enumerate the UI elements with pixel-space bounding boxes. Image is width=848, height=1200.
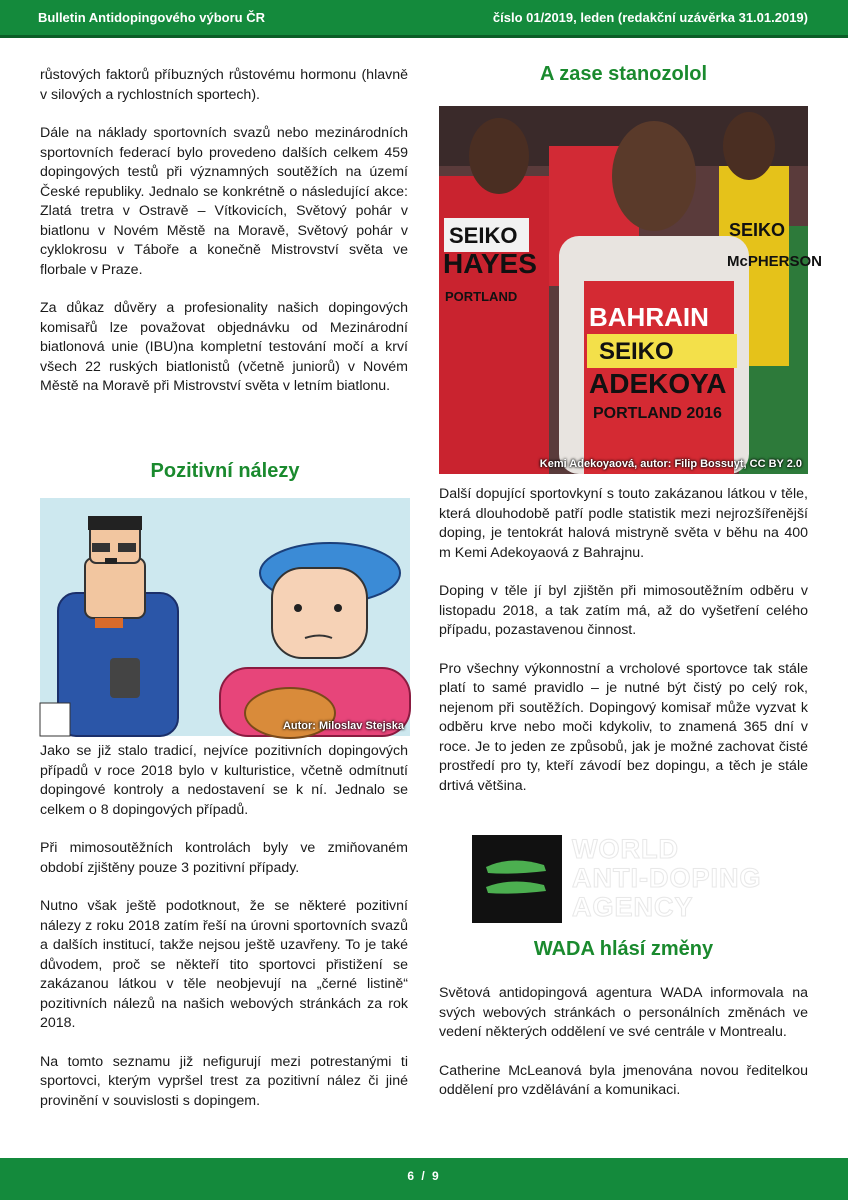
paragraph: Doping v těle jí byl zjištěn při mimosoutěžním odběru v listopadu 2018, a tak zatím má, až do vyšetření celého případu, pozastavenou činnost. (439, 583, 808, 638)
heading-wada-changes: WADA hlásí změny (533, 938, 714, 960)
wada-logo-text (572, 835, 762, 922)
photo-caption: Kemi Adekoyaová, autor: Filip Bossuyt, CC BY 2.0 (539, 458, 802, 470)
bib-text: PORTLAND (445, 289, 518, 304)
logo-line: AGENCY (572, 892, 694, 922)
right-column-top-text (439, 485, 808, 815)
bib-text: BAHRAIN (589, 302, 709, 332)
bib-text: ADEKOYA (589, 368, 727, 399)
paragraph: růstových faktorů příbuzných růstovému hormonu (hlavně v silových a rychlostních sportech). (40, 67, 408, 103)
left-column-top-text (40, 66, 408, 416)
paragraph: Pro všechny výkonnostní a vrcholové sportovce tak stále platí to samé pravidlo – je nutné být čistý po celý rok, nejenom při soutěžích. Dopingový komisař může vyzvat k odběru krve nebo moči kdykoliv, to znamená 365 dní v roce. Je to jeden ze způsobů, jak je možné zachovat čisté prostředí pro ty, kteří závodí bez dopingu, a těch je stále drtivá většina. (439, 660, 808, 794)
page-number: 6 / 9 (407, 1169, 441, 1183)
paragraph: Jako se již stalo tradicí, nejvíce pozitivních dopingových případů v roce 2018 bylo v kulturistice, včetně odmítnutí dopingové kontroly a nedostavení se k ní. Jednalo se celkem o 8 dopingových případů. (40, 743, 408, 818)
issue-info: číslo 01/2019, leden (redakční uzávěrka 31.01.2019) (492, 10, 808, 25)
paragraph: Dále na náklady sportovních svazů nebo mezinárodních sportovních federací bylo provedeno dalších celkem 459 dopingových testů při významných soutěžích na území České republiky. Jednalo se konkrétně o následující akce: Zlatá tretra v Ostravě – Vítkovicích, Světový pohár v biatlonu v Novém Městě na Moravě, Světový pohár v cyklokrosu v Táboře a konečně Mistrovství světa ve florbale v Praze. (40, 125, 408, 278)
page-header (0, 0, 848, 38)
paragraph: Za důkaz důvěry a profesionality našich dopingových komisařů lze považovat objednávku od Mezinárodní biatlonová unie (IBU)na kompletní testování močí a krví všech 22 ruských biatlonistů (včetně juniorů) v Novém Městě na Moravě při Mistrovství světa v letním biatlonu. (40, 300, 408, 394)
bib-text: McPHERSON (727, 253, 823, 270)
bib-text: HAYES (443, 248, 537, 279)
bib-text: SEIKO (729, 220, 786, 240)
logo-line: ANTI-DOPING (572, 863, 762, 893)
paragraph: Světová antidopingová agentura WADA informovala na svých webových stránkách o personálních změnách ve vedení některých oddělení ve své centrále v Montrealu. (439, 985, 808, 1040)
athlete-photo (439, 106, 823, 474)
paragraph: Na tomto seznamu již nefigurují mezi potrestanými ti sportovci, kterým vypršel trest za pozitivní nález či jiné provinění v souvislosti s dopingem. (40, 1053, 408, 1109)
page-footer (0, 1158, 848, 1200)
heading-positive-findings: Pozitivní nálezy (150, 460, 300, 482)
left-column-bottom-text (40, 742, 408, 1130)
bib-text: SEIKO (449, 223, 518, 248)
right-column-bottom-text (439, 984, 808, 1120)
image-caption: Autor: Miloslav Stejska (282, 720, 404, 732)
logo-line: WORLD (572, 834, 679, 864)
paragraph: Při mimosoutěžních kontrolách byly ve zmiňovaném období zjištěny pouze 3 pozitivní případy. (40, 840, 408, 876)
cartoon-image (40, 498, 410, 736)
heading-stanozolol: A zase stanozolol (539, 63, 708, 85)
bulletin-title: Bulletin Antidopingového výboru ČR (38, 10, 266, 25)
cartoon-illustration (40, 498, 410, 736)
paragraph: Další dopující sportovkyní s touto zakázanou látkou v těle, která dlouhodobě patří podle statistik mezi nejrozšířenější doping, je tentokrát halová mistryně světa v běhu na 400 m Kemi Adekoyaová z Bahrajnu. (439, 486, 808, 561)
bib-text: SEIKO (599, 338, 674, 365)
wada-logo-icon (472, 835, 562, 923)
athletes-illustration (439, 106, 823, 474)
paragraph: Nutno však ještě podotknout, že se některé pozitivní nálezy z roku 2018 zatím řeší na úrovni sportovních svazů a dalších institucí, takže nejsou ještě uzavřeny. To je také důvodem, proč se někteří tito sportovci přistižení se zakázanou látkou v těle neobjevují na „černé listině“ pozitivních nálezů na našich webových stránkách za rok 2018. (40, 898, 408, 1031)
paragraph: Catherine McLeanová byla jmenována novou ředitelkou oddělení pro vzdělávání a komunikaci. (439, 1062, 808, 1098)
bib-text: PORTLAND 2016 (593, 405, 722, 422)
